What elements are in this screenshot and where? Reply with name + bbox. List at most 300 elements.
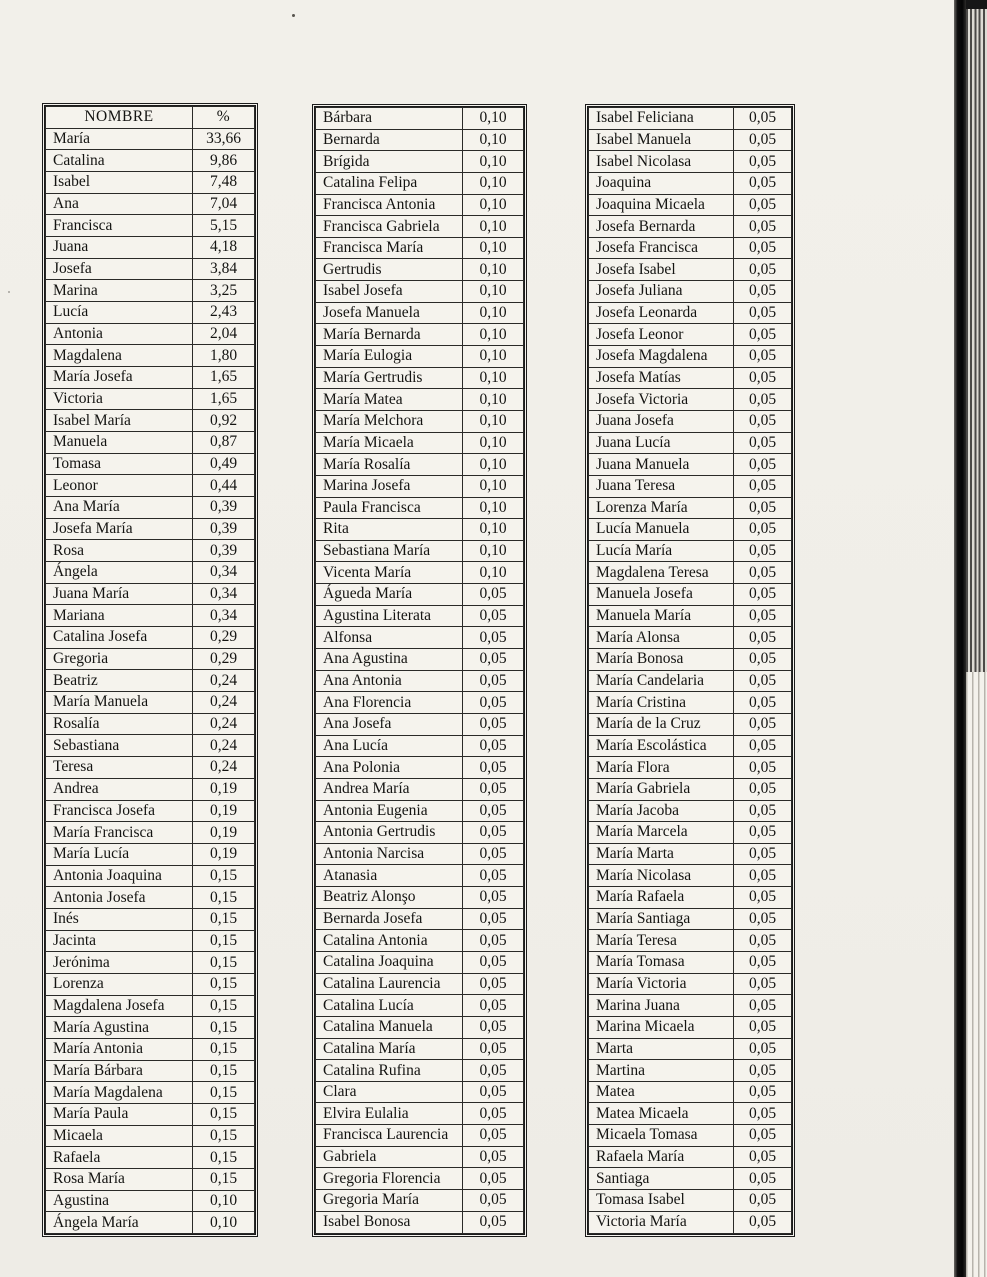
name-cell: Josefa Bernarda — [589, 216, 734, 238]
name-cell: Lucía — [46, 302, 193, 324]
percent-cell: 0,15 — [193, 1125, 255, 1147]
table-row — [316, 475, 524, 497]
table-row — [46, 215, 255, 237]
name-cell: Micaela — [46, 1125, 193, 1147]
book-binding-bar — [954, 0, 966, 1277]
percent-cell: 0,05 — [734, 1125, 792, 1147]
percent-cell: 0,10 — [463, 432, 524, 454]
name-cell: Rosalía — [46, 713, 193, 735]
percent-cell: 0,05 — [734, 1081, 792, 1103]
name-cell: María Teresa — [589, 930, 734, 952]
name-cell: Josefa Magdalena — [589, 346, 734, 368]
name-cell: Gregoria — [46, 648, 193, 670]
name-cell: Jerónima — [46, 952, 193, 974]
name-cell: Jacinta — [46, 930, 193, 952]
percent-cell: 0,05 — [734, 497, 792, 519]
table-row — [589, 151, 792, 173]
table-row — [316, 713, 524, 735]
name-cell: María Francisca — [46, 822, 193, 844]
percent-cell: 0,44 — [193, 475, 255, 497]
name-cell: Gertrudis — [316, 259, 463, 281]
percent-cell: 0,05 — [463, 1081, 524, 1103]
percent-cell: 0,05 — [463, 778, 524, 800]
table-row — [46, 930, 255, 952]
percent-cell: 0,05 — [463, 757, 524, 779]
page-edge-stripes-cap — [966, 0, 987, 9]
table-row — [316, 1081, 524, 1103]
name-cell: María Lucía — [46, 843, 193, 865]
name-cell: Isabel — [46, 172, 193, 194]
percent-cell: 0,34 — [193, 605, 255, 627]
table-row — [589, 389, 792, 411]
percent-cell: 0,05 — [463, 1103, 524, 1125]
percent-cell: 0,05 — [463, 713, 524, 735]
percent-cell: 0,10 — [463, 389, 524, 411]
percent-cell: 0,10 — [463, 497, 524, 519]
percent-cell: 0,39 — [193, 497, 255, 519]
table-row — [316, 1016, 524, 1038]
percent-cell: 0,05 — [734, 1190, 792, 1212]
table-row — [589, 605, 792, 627]
name-cell: Alfonsa — [316, 627, 463, 649]
table-row — [316, 562, 524, 584]
name-cell: Joaquina — [589, 172, 734, 194]
percent-cell: 0,15 — [193, 995, 255, 1017]
name-cell: Matea — [589, 1081, 734, 1103]
percent-cell: 0,29 — [193, 627, 255, 649]
percent-cell: 0,05 — [463, 865, 524, 887]
name-cell: María Rosalía — [316, 454, 463, 476]
table-row — [589, 584, 792, 606]
table-row — [316, 1103, 524, 1125]
names-frequency-table-3 — [585, 104, 795, 1237]
name-cell: Sebastiana — [46, 735, 193, 757]
percent-cell: 0,10 — [463, 454, 524, 476]
percent-cell: 0,05 — [734, 951, 792, 973]
name-cell: Santiaga — [589, 1168, 734, 1190]
percent-cell: 0,10 — [463, 562, 524, 584]
name-cell: Beatriz Alonşo — [316, 887, 463, 909]
name-cell: Josefa Leonor — [589, 324, 734, 346]
name-cell: María Candelaria — [589, 670, 734, 692]
table-row — [316, 1146, 524, 1168]
table-row — [316, 1060, 524, 1082]
name-cell: Francisca — [46, 215, 193, 237]
name-cell: Victoria María — [589, 1211, 734, 1233]
percent-cell: 0,15 — [193, 1017, 255, 1039]
name-cell: Josefa Francisca — [589, 237, 734, 259]
table-row — [589, 475, 792, 497]
table-row — [589, 1060, 792, 1082]
percent-cell: 0,05 — [734, 454, 792, 476]
percent-cell: 0,05 — [463, 843, 524, 865]
name-cell: Gregoria Florencia — [316, 1168, 463, 1190]
percent-cell: 0,10 — [193, 1190, 255, 1212]
percent-cell: 0,05 — [463, 1038, 524, 1060]
name-cell: Catalina Laurencia — [316, 973, 463, 995]
percent-cell: 0,05 — [463, 1190, 524, 1212]
name-cell: María Tomasa — [589, 951, 734, 973]
name-cell: Catalina Lucía — [316, 995, 463, 1017]
name-cell: Ana Lucía — [316, 735, 463, 757]
name-cell: Magdalena Josefa — [46, 995, 193, 1017]
table-row — [589, 540, 792, 562]
percent-cell: 0,05 — [734, 1146, 792, 1168]
name-cell: Catalina — [46, 150, 193, 172]
table-row — [46, 302, 255, 324]
name-cell: Elvira Eulalia — [316, 1103, 463, 1125]
percent-cell: 0,05 — [734, 216, 792, 238]
table-row — [316, 302, 524, 324]
table-row — [589, 454, 792, 476]
name-cell: María Escolástica — [589, 735, 734, 757]
name-cell: Lorenza — [46, 973, 193, 995]
table-row — [589, 822, 792, 844]
name-cell: Rita — [316, 519, 463, 541]
table-row — [589, 259, 792, 281]
percent-cell: 0,05 — [463, 995, 524, 1017]
name-cell: Joaquina Micaela — [589, 194, 734, 216]
name-cell: María de la Cruz — [589, 713, 734, 735]
percent-cell: 0,05 — [463, 1125, 524, 1147]
name-cell: María Cristina — [589, 692, 734, 714]
name-cell: Isabel Nicolasa — [589, 151, 734, 173]
percent-cell: 0,92 — [193, 410, 255, 432]
name-cell: Antonia — [46, 323, 193, 345]
table-row — [316, 389, 524, 411]
percent-cell: 0,05 — [734, 865, 792, 887]
percent-cell: 0,05 — [734, 324, 792, 346]
percent-cell: 0,10 — [463, 194, 524, 216]
table-row — [46, 583, 255, 605]
table-row — [46, 497, 255, 519]
name-cell: Atanasia — [316, 865, 463, 887]
name-cell: Mariana — [46, 605, 193, 627]
percent-cell: 0,05 — [734, 172, 792, 194]
name-cell: Francisca María — [316, 237, 463, 259]
percent-cell: 0,05 — [734, 1211, 792, 1233]
percent-cell: 0,05 — [463, 1168, 524, 1190]
name-cell: Isabel Josefa — [316, 281, 463, 303]
percent-cell: 0,15 — [193, 1168, 255, 1190]
table-row — [589, 237, 792, 259]
name-cell: Isabel Manuela — [589, 129, 734, 151]
percent-cell: 0,05 — [734, 908, 792, 930]
name-cell: Rosa María — [46, 1168, 193, 1190]
percent-cell: 0,05 — [734, 281, 792, 303]
name-cell: Isabel Feliciana — [589, 108, 734, 130]
table-row — [46, 475, 255, 497]
percent-cell: 1,65 — [193, 388, 255, 410]
percent-cell: 0,10 — [463, 367, 524, 389]
table-row — [316, 367, 524, 389]
percent-cell: 0,10 — [463, 281, 524, 303]
name-cell: María Bonosa — [589, 649, 734, 671]
table-row — [46, 150, 255, 172]
name-cell: María Antonia — [46, 1038, 193, 1060]
percent-cell: 3,84 — [193, 258, 255, 280]
table-row — [316, 843, 524, 865]
percent-cell: 0,05 — [734, 1038, 792, 1060]
name-cell: Francisca Josefa — [46, 800, 193, 822]
table-row — [316, 930, 524, 952]
percent-cell: 0,05 — [734, 237, 792, 259]
table-row — [316, 346, 524, 368]
name-cell: María — [46, 128, 193, 150]
name-cell: Andrea María — [316, 778, 463, 800]
name-cell: Antonia Narcisa — [316, 843, 463, 865]
name-cell: Ana — [46, 193, 193, 215]
percent-cell: 0,15 — [193, 865, 255, 887]
percent-cell: 0,24 — [193, 713, 255, 735]
table-row — [589, 324, 792, 346]
name-cell: Gregoria María — [316, 1190, 463, 1212]
percent-cell: 0,05 — [734, 692, 792, 714]
percent-cell: 0,10 — [463, 519, 524, 541]
percent-cell: 33,66 — [193, 128, 255, 150]
percent-cell: 0,05 — [463, 951, 524, 973]
name-cell: Ana Antonia — [316, 670, 463, 692]
percent-cell: 0,05 — [734, 757, 792, 779]
table-row — [46, 562, 255, 584]
name-cell: Antonia Gertrudis — [316, 822, 463, 844]
percent-cell: 0,05 — [734, 194, 792, 216]
table-row — [46, 1190, 255, 1212]
name-cell: María Nicolasa — [589, 865, 734, 887]
percent-cell: 0,05 — [463, 584, 524, 606]
percent-cell: 0,15 — [193, 1060, 255, 1082]
table-row — [589, 1038, 792, 1060]
percent-cell: 0,05 — [463, 800, 524, 822]
name-cell: María Micaela — [316, 432, 463, 454]
name-cell: Vicenta María — [316, 562, 463, 584]
percent-cell: 9,86 — [193, 150, 255, 172]
percent-cell: 0,05 — [463, 670, 524, 692]
name-cell: Josefa — [46, 258, 193, 280]
table-row — [46, 258, 255, 280]
table-row — [316, 129, 524, 151]
name-cell: Josefa Leonarda — [589, 302, 734, 324]
table-row — [589, 1190, 792, 1212]
percent-cell: 0,10 — [463, 410, 524, 432]
table-row — [589, 432, 792, 454]
percent-cell: 0,15 — [193, 952, 255, 974]
name-cell: María Matea — [316, 389, 463, 411]
percent-cell: 0,10 — [193, 1212, 255, 1234]
percent-cell: 0,15 — [193, 887, 255, 909]
header-row — [46, 107, 255, 129]
percent-cell: 0,05 — [734, 843, 792, 865]
table-row — [46, 1212, 255, 1234]
percent-cell: 0,05 — [734, 800, 792, 822]
percent-cell: 0,05 — [734, 108, 792, 130]
name-cell: Inés — [46, 908, 193, 930]
table-row — [589, 172, 792, 194]
name-cell: Ana Agustina — [316, 649, 463, 671]
percent-cell: 0,05 — [463, 627, 524, 649]
percent-cell: 7,48 — [193, 172, 255, 194]
table-row — [46, 128, 255, 150]
table-row — [316, 692, 524, 714]
percent-cell: 0,05 — [734, 302, 792, 324]
percent-cell: 0,15 — [193, 1103, 255, 1125]
table-row — [316, 259, 524, 281]
percent-cell: 0,10 — [463, 108, 524, 130]
percent-cell: 0,19 — [193, 822, 255, 844]
name-cell: Francisca Antonia — [316, 194, 463, 216]
percent-cell: 0,05 — [734, 151, 792, 173]
name-cell: Josefa María — [46, 518, 193, 540]
table-row — [316, 973, 524, 995]
percent-cell: 0,15 — [193, 1038, 255, 1060]
table-row — [316, 800, 524, 822]
table-row — [46, 1147, 255, 1169]
percent-cell: 0,05 — [734, 995, 792, 1017]
name-cell: Juana Lucía — [589, 432, 734, 454]
table-row — [589, 1146, 792, 1168]
percent-cell: 0,05 — [463, 1146, 524, 1168]
percent-cell: 0,05 — [463, 887, 524, 909]
name-cell: Magdalena — [46, 345, 193, 367]
name-cell: Brígida — [316, 151, 463, 173]
percent-cell: 0,10 — [463, 324, 524, 346]
name-cell: Antonia Eugenia — [316, 800, 463, 822]
name-cell: Francisca Laurencia — [316, 1125, 463, 1147]
table-row — [316, 540, 524, 562]
percent-cell: 0,05 — [734, 475, 792, 497]
percent-cell: 0,15 — [193, 908, 255, 930]
table-row — [46, 388, 255, 410]
table-row — [589, 1081, 792, 1103]
name-cell: Rafaela María — [589, 1146, 734, 1168]
table-row — [316, 995, 524, 1017]
percent-cell: 0,05 — [463, 692, 524, 714]
name-cell: Manuela María — [589, 605, 734, 627]
table-row — [46, 1038, 255, 1060]
table-row — [316, 887, 524, 909]
page-edge-stripes-bottom — [966, 672, 987, 1277]
table-row — [46, 1060, 255, 1082]
percent-cell: 0,19 — [193, 800, 255, 822]
name-cell: María Marcela — [589, 822, 734, 844]
name-cell: Ana María — [46, 497, 193, 519]
table-row — [46, 973, 255, 995]
percent-cell: 0,10 — [463, 216, 524, 238]
table-row — [316, 281, 524, 303]
percent-cell: 0,05 — [734, 973, 792, 995]
percent-cell: 1,65 — [193, 367, 255, 389]
table-row — [316, 605, 524, 627]
name-cell: Micaela Tomasa — [589, 1125, 734, 1147]
table-row — [46, 237, 255, 259]
table-row — [46, 193, 255, 215]
name-cell: María Flora — [589, 757, 734, 779]
percent-cell: 0,15 — [193, 1147, 255, 1169]
name-cell: Rafaela — [46, 1147, 193, 1169]
percent-cell: 0,05 — [463, 1016, 524, 1038]
table-row — [46, 605, 255, 627]
name-cell: Andrea — [46, 778, 193, 800]
table-row — [46, 670, 255, 692]
table-row — [589, 735, 792, 757]
name-cell: Marina — [46, 280, 193, 302]
table-row — [46, 432, 255, 454]
table-row — [46, 1125, 255, 1147]
table-row — [316, 324, 524, 346]
table-row — [316, 649, 524, 671]
name-cell: Ana Florencia — [316, 692, 463, 714]
percent-cell: 0,05 — [734, 1168, 792, 1190]
percent-cell: 0,10 — [463, 259, 524, 281]
table-row — [589, 649, 792, 671]
table-row — [46, 952, 255, 974]
table-row — [589, 865, 792, 887]
table-row — [589, 887, 792, 909]
name-cell: Lucía María — [589, 540, 734, 562]
table-row — [316, 216, 524, 238]
name-cell: María Victoria — [589, 973, 734, 995]
percent-cell: 0,05 — [463, 605, 524, 627]
name-cell: Francisca Gabriela — [316, 216, 463, 238]
table-row — [589, 1125, 792, 1147]
name-cell: Marta — [589, 1038, 734, 1060]
percent-cell: 0,05 — [734, 259, 792, 281]
name-cell: Catalina Joaquina — [316, 951, 463, 973]
name-cell: Clara — [316, 1081, 463, 1103]
table-row — [316, 108, 524, 130]
table-row — [589, 908, 792, 930]
table-row — [589, 302, 792, 324]
percent-cell: 0,15 — [193, 973, 255, 995]
percent-cell: 0,05 — [463, 822, 524, 844]
table-row — [316, 822, 524, 844]
percent-cell: 0,05 — [734, 562, 792, 584]
table-row — [316, 1038, 524, 1060]
table-row — [46, 887, 255, 909]
table-row — [316, 519, 524, 541]
name-cell: Ana Josefa — [316, 713, 463, 735]
table-row — [589, 713, 792, 735]
percent-cell: 0,49 — [193, 453, 255, 475]
name-cell: Juana María — [46, 583, 193, 605]
name-cell: Bernarda Josefa — [316, 908, 463, 930]
table-row — [589, 995, 792, 1017]
name-cell: María Manuela — [46, 692, 193, 714]
name-cell: Bárbara — [316, 108, 463, 130]
percent-cell: 0,24 — [193, 735, 255, 757]
percent-cell: 0,05 — [734, 129, 792, 151]
table-row — [46, 778, 255, 800]
table-row — [589, 670, 792, 692]
name-cell: Victoria — [46, 388, 193, 410]
percent-cell: 0,15 — [193, 930, 255, 952]
percent-cell: 0,10 — [463, 302, 524, 324]
percent-cell: 0,05 — [734, 627, 792, 649]
percent-cell: 2,43 — [193, 302, 255, 324]
name-cell: Josefa Matías — [589, 367, 734, 389]
table-row — [316, 237, 524, 259]
percent-cell: 0,10 — [463, 540, 524, 562]
column-header-percent: % — [193, 107, 255, 129]
name-cell: Tomasa — [46, 453, 193, 475]
table-row — [46, 865, 255, 887]
table-row — [46, 908, 255, 930]
table-row — [46, 995, 255, 1017]
percent-cell: 0,05 — [734, 1103, 792, 1125]
table-row — [589, 1168, 792, 1190]
percent-cell: 0,10 — [463, 129, 524, 151]
table-row — [316, 908, 524, 930]
